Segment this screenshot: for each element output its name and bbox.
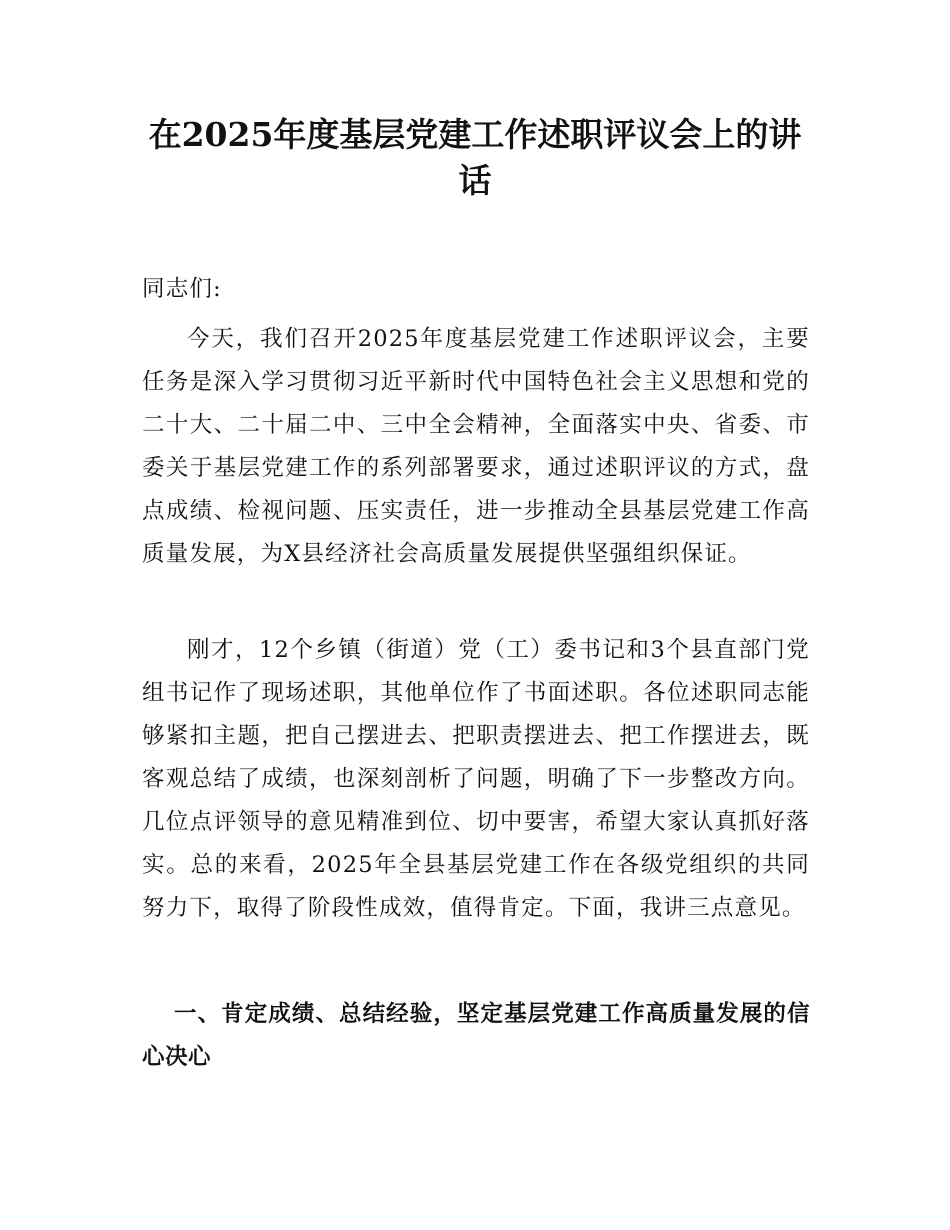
paragraph-review: 刚才，12个乡镇（街道）党（工）委书记和3个县直部门党组书记作了现场述职，其他单位作了书面述职。各位述职同志能够紧扣主题，把自己摆进去、把职责摆进去、把工作摆进去，既客观总结了成绩，也深刻剖析了问题，明确了下一步整改方向。几位点评领导的意见精准到位、切中要害，希望大家认真抓好落实。总的来看，2025年全县基层党建工作在各级党组织的共同努力下，取得了阶段性成效，值得肯定。下面，我讲三点意见。: [142, 637, 810, 921]
salutation: 同志们:: [142, 276, 222, 302]
paragraph-intro: 今天，我们召开2025年度基层党建工作述职评议会，主要任务是深入学习贯彻习近平新时代中国特色社会主义思想和党的二十大、二十届二中、三中全会精神，全面落实中央、省委、市委关于基层党建工作的系列部署要求，通过述职评议的方式，盘点成绩、检视问题、压实责任，进一步推动全县基层党建工作高质量发展，为X县经济社会高质量发展提供坚强组织保证。: [142, 326, 810, 567]
document-title: 在2025年度基层党建工作述职评议会上的讲话: [148, 115, 802, 200]
section-heading-1: 一、肯定成绩、总结经验，坚定基层党建工作高质量发展的信心决心: [142, 1001, 810, 1070]
